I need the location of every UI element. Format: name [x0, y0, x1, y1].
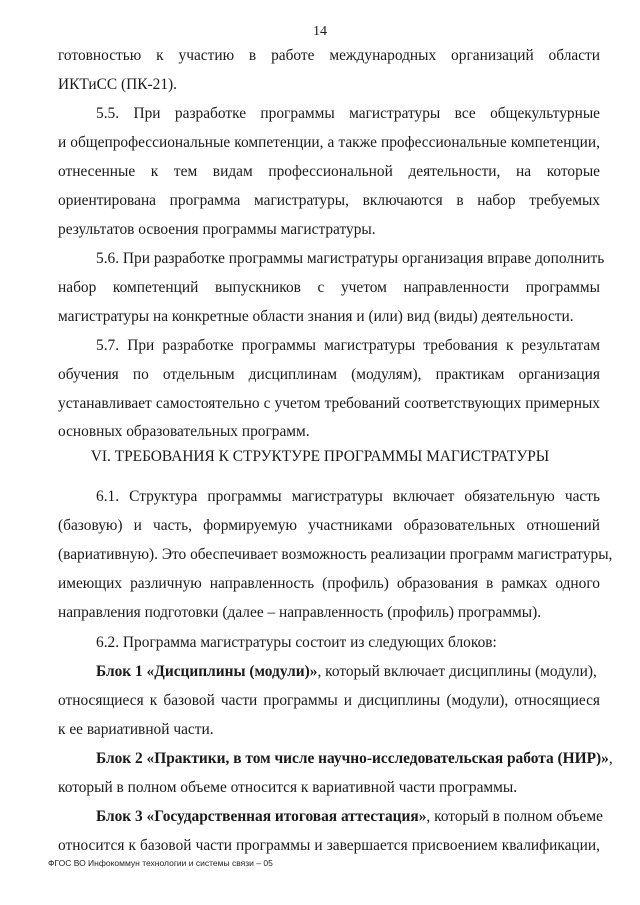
text-line: (базовую) и часть, формируемую участниками образовательных отношений — [58, 517, 600, 534]
section-heading: VI. ТРЕБОВАНИЯ К СТРУКТУРЕ ПРОГРАММЫ МАГИСТРАТУРЫ — [90, 448, 550, 465]
text-line: 5.7. При разработке программы магистратуры требования к результатам — [96, 337, 600, 354]
block-3-text: , который в полном объеме — [426, 808, 603, 825]
block-2-text: , — [608, 750, 613, 767]
block-2-line — [96, 749, 613, 769]
block-2-title: Блок 2 «Практики, в том числе научно-исследовательская работа (НИР)» — [96, 750, 609, 767]
text-line: 6.2. Программа магистратуры состоит из следующих блоков: — [96, 634, 497, 651]
text-line: результатов освоения программы магистратуры. — [58, 221, 376, 238]
text-line: магистратуры на конкретные области знания и (или) вид (виды) деятельности. — [58, 308, 574, 325]
text-line: и общепрофессиональные компетенции, а также профессиональные компетенции, — [58, 134, 600, 151]
text-line: обучения по отдельным дисциплинам (модулям), практикам организация — [58, 366, 600, 383]
page-footer: ФГОС ВО Инфокоммун технологии и системы связи – 05 — [48, 858, 273, 868]
text-line: направления подготовки (далее – направленность (профиль) программы). — [58, 604, 542, 621]
text-line: устанавливает самостоятельно с учетом требований соответствующих примерных — [58, 395, 600, 412]
block-1-text: , который включает дисциплины (модули), — [317, 663, 597, 680]
block-3-title: Блок 3 «Государственная итоговая аттестация» — [96, 808, 427, 825]
block-1-title: Блок 1 «Дисциплины (модули)» — [96, 663, 318, 680]
text-line: готовностью к участию в работе международных организаций области — [58, 47, 600, 64]
text-line: ориентирована программа магистратуры, включаются в набор требуемых — [58, 192, 600, 209]
text-line: относится к базовой части программы и завершается присвоением квалификации, — [58, 837, 600, 854]
text-line: основных образовательных программ. — [58, 423, 310, 440]
text-line: который в полном объеме относится к вариативной части программы. — [58, 779, 518, 796]
text-line: относящиеся к базовой части программы и дисциплины (модули), относящиеся — [58, 692, 600, 709]
text-line: к ее вариативной части. — [58, 721, 214, 738]
text-line: 5.5. При разработке программы магистратуры все общекультурные — [96, 105, 600, 122]
block-3-line — [96, 807, 603, 827]
text-line: ИКТиСС (ПК-21). — [58, 76, 178, 93]
text-line: 5.6. При разработке программы магистратуры организация вправе дополнить — [96, 250, 605, 267]
text-line: (вариативную). Это обеспечивает возможность реализации программ магистратуры, — [58, 546, 613, 563]
page-number: 14 — [313, 24, 327, 39]
text-line: 6.1. Структура программы магистратуры включает обязательную часть — [96, 488, 600, 505]
text-line: имеющих различную направленность (профиль) образования в рамках одного — [58, 575, 600, 592]
text-line: отнесенные к тем видам профессиональной деятельности, на которые — [58, 163, 600, 180]
text-line: набор компетенций выпускников с учетом направленности программы — [58, 279, 600, 296]
block-1-line — [96, 662, 600, 682]
